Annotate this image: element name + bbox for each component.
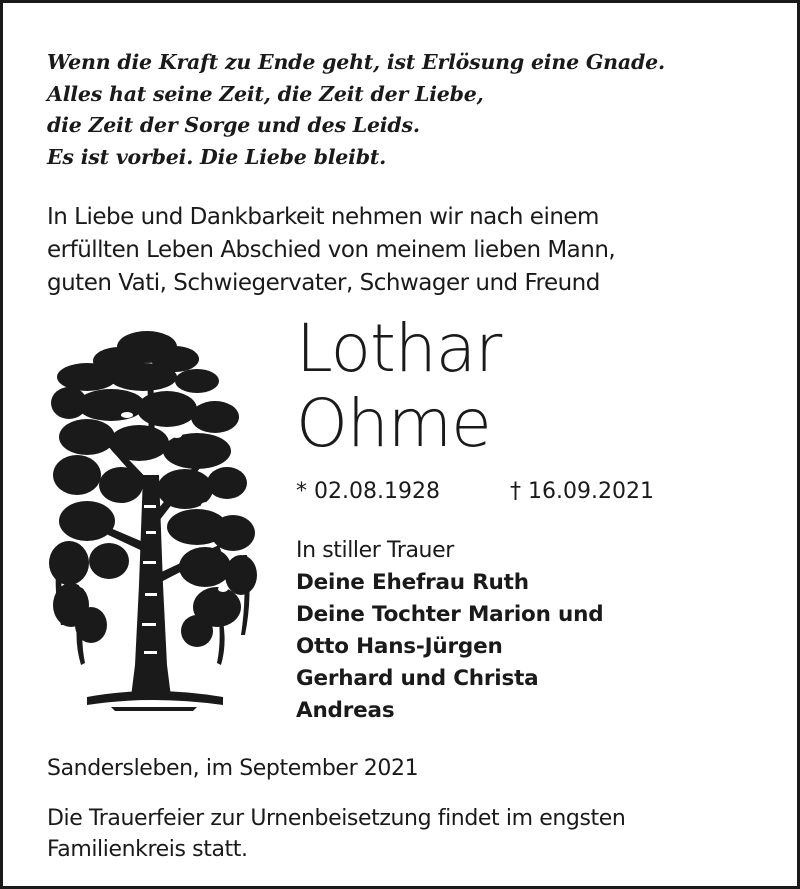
- birch-tree-icon: [47, 325, 259, 723]
- funeral-notice: [47, 803, 625, 865]
- mourner-line: Andreas: [296, 698, 395, 723]
- memorial-quote: [47, 47, 665, 173]
- intro-text: [47, 201, 615, 300]
- intro-line: guten Vati, Schwiegervater, Schwager und Freund: [47, 270, 600, 296]
- last-name: Ohme: [296, 385, 491, 462]
- intro-line: In Liebe und Dankbarkeit nehmen wir nach einem: [47, 204, 599, 230]
- life-dates: [296, 477, 654, 507]
- death-date: † 16.09.2021: [510, 479, 654, 504]
- quote-line: Wenn die Kraft zu Ende geht, ist Erlösung eine Gnade.: [47, 50, 665, 74]
- quote-line: die Zeit der Sorge und des Leids.: [47, 113, 420, 137]
- quote-line: Es ist vorbei. Die Liebe bleibt.: [47, 144, 387, 169]
- mourner-line: Deine Ehefrau Ruth: [296, 570, 529, 595]
- mourner-line: Otto Hans-Jürgen: [296, 634, 503, 659]
- mourners-heading: In stiller Trauer: [296, 538, 454, 563]
- notice-line: Die Trauerfeier zur Urnenbeisetzung findet im engsten: [47, 806, 626, 831]
- mourners-block: [296, 535, 603, 727]
- intro-line: erfüllten Leben Abschied von meinem lieben Mann,: [47, 237, 616, 263]
- notice-line: Familienkreis statt.: [47, 837, 248, 862]
- quote-line: Alles hat seine Zeit, die Zeit der Liebe,: [47, 81, 484, 106]
- place-date: Sandersleben, im September 2021: [47, 756, 419, 781]
- mourner-line: Deine Tochter Marion und: [296, 602, 604, 627]
- mourner-line: Gerhard und Christa: [296, 666, 539, 691]
- deceased-name: [296, 311, 501, 461]
- birth-date: * 02.08.1928: [296, 479, 440, 504]
- first-name: Lothar: [296, 310, 502, 387]
